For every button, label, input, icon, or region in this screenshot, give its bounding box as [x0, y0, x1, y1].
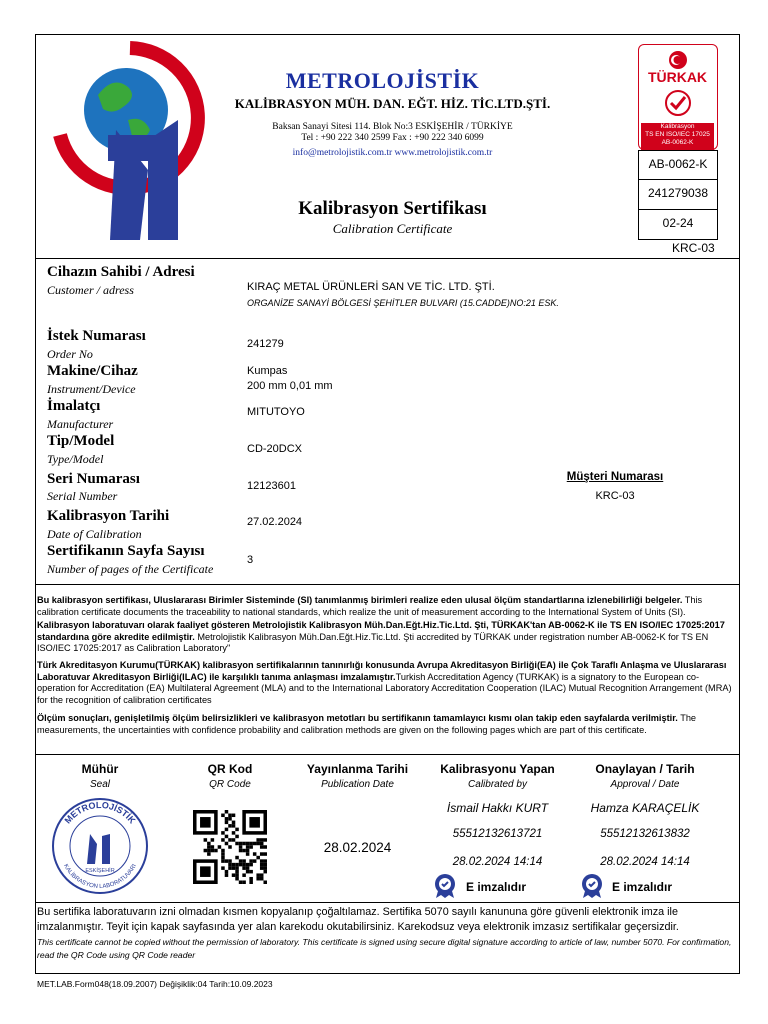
qr-module — [235, 870, 239, 874]
customer-label-en: Customer / adress — [47, 283, 134, 297]
qr-module — [246, 870, 250, 874]
notice-turkish: Bu sertifika laboratuvarın izni olmadan kısmen kopyalanıp çoğaltılamaz. Sertifika 5070 sayılı kanununa göre güvenli elektronik imza ile imzalanmıştır. Teyit için kapak sayfasında yer alan karekodu okutabilirsiniz. Karekodsuz veya elektronik imzasız sertifikalar geçersizdir. — [37, 906, 679, 933]
qr-heading: QR Kod — [207, 762, 253, 776]
qr-module — [260, 873, 264, 877]
qr-module — [211, 838, 215, 842]
turkak-line1: Kalibrasyon — [660, 123, 695, 130]
qr-module — [253, 859, 257, 863]
qr-module — [239, 859, 243, 863]
recognition-text: Turkish Accreditation Agency (TURKAK) is a signatory to the European co-operation for Accreditation (EA) Multilateral Agreement (MLA) and to the International Laboratory Accreditation Cooperation (ILAC) Mutual Recognition Arrangement (MRA) for the recognition of calibration certificates — [37, 671, 732, 705]
traceability-text: This calibration certificate documents the traceability to national standards, which realize the unit of measurement according to the International System of Units (SI). — [37, 595, 703, 617]
qr-module — [232, 821, 236, 825]
order-label-en: Order No — [47, 347, 93, 361]
instrument-label: Makine/Cihaz — [47, 363, 138, 379]
qr-module — [235, 835, 239, 839]
qr-module — [263, 838, 267, 842]
qr-module — [218, 845, 222, 849]
qr-module — [228, 866, 232, 870]
results-bold: Ölçüm sonuçları, genişletilmiş ölçüm belirsizlikleri ve kalibrasyon metotları bu sertifikanın tamamlayıcı kısmı olan takip eden sayfalarda verilmiştir. — [37, 713, 678, 723]
qr-module — [200, 866, 211, 877]
company-address: Baksan Sanayi Sitesi 114. Blok No:3 ESKİŞEHİR / TÜRKİYE — [272, 122, 513, 132]
qr-module — [249, 845, 253, 849]
qr-module — [225, 810, 229, 814]
publication-subheading: Publication Date — [321, 779, 394, 790]
divider — [35, 902, 740, 903]
notice-english: This certificate cannot be copied without the permission of laboratory. This certificate is signed using secure digital signature according to article of law, number 5070. For confirmation, read the QR Code using QR Code reader — [37, 937, 732, 960]
qr-module — [242, 866, 246, 870]
qr-module — [260, 866, 264, 870]
qr-module — [228, 814, 232, 818]
turkak-line3: AB-0062-K — [661, 139, 694, 146]
qr-module — [204, 849, 208, 853]
qr-module — [249, 817, 260, 828]
pages-label: Sertifikanın Sayfa Sayısı — [47, 543, 205, 559]
qr-module — [260, 838, 264, 842]
certificate-title-en: Calibration Certificate — [332, 221, 453, 236]
qr-module — [228, 845, 232, 849]
qr-module — [211, 849, 215, 853]
qr-module — [260, 877, 264, 881]
qr-module — [225, 835, 229, 839]
qr-module — [249, 863, 253, 867]
company-phone: Tel : +90 222 340 2599 Fax : +90 222 340 6099 — [301, 133, 484, 143]
qr-module — [253, 852, 257, 856]
qr-module — [260, 863, 264, 867]
seal-middle-text: ESKİŞEHİR — [85, 868, 115, 874]
accreditation-bold: Kalibrasyon laboratuvarı olarak faaliyet gösteren Metrolojistik Kalibrasyon Müh.Dan.Eğt.Hiz.Tic.Ltd. Şti, TÜRKAK'tan AB-0062-K ile TS EN ISO/IEC 17025:2017 standardına göre akredite edilmiştir. — [37, 620, 725, 642]
qr-module — [263, 852, 267, 856]
qr-module — [204, 838, 208, 842]
qr-module — [256, 856, 260, 860]
order-value: 241279 — [247, 338, 284, 350]
qr-module — [221, 866, 225, 870]
turkak-label — [641, 123, 714, 151]
manufacturer-value: MITUTOYO — [247, 406, 305, 418]
qr-module — [232, 873, 236, 877]
qr-module — [228, 863, 232, 867]
qr-module — [221, 852, 225, 856]
type-value: CD-20DCX — [247, 443, 303, 455]
qr-module — [246, 842, 250, 846]
order-label: İstek Numarası — [47, 328, 146, 344]
customer-label: Cihazın Sahibi / Adresi — [47, 264, 195, 280]
serial-label-en: Serial Number — [47, 489, 118, 503]
qr-module — [246, 863, 250, 867]
seal-top-text: METROLOJİSTİK — [62, 799, 138, 826]
qr-module — [249, 859, 253, 863]
form-code: KRC-03 — [672, 241, 715, 255]
qr-module — [221, 856, 225, 860]
seal-bottom-text: KALİBRASYON LABORATUVARI — [62, 863, 138, 891]
calibrator-name: İsmail Hakkı KURT — [446, 801, 549, 815]
qr-module — [228, 817, 232, 821]
qr-module — [256, 838, 260, 842]
manufacturer-label-en: Manufacturer — [47, 417, 114, 431]
customer-address: ORGANİZE SANAYİ BÖLGESİ ŞEHİTLER BULVARI (15.CADDE)NO:21 ESK. — [247, 298, 559, 308]
accreditation-paragraph — [37, 620, 737, 655]
qr-module — [225, 828, 229, 832]
qr-module — [239, 863, 243, 867]
qr-module — [225, 842, 229, 846]
qr-module — [232, 814, 236, 818]
calibrated-by-heading: Kalibrasyonu Yapan — [440, 762, 555, 776]
qr-module — [225, 817, 229, 821]
accreditation-text: Metrolojistik Kalibrasyon Müh.Dan.Eğt.Hiz.Tic.Ltd. Şti accredited by TÜRKAK under registration number AB-0062-K for TS EN ISO/IEC 17025:2017 as Calibration Laboratory" — [37, 631, 709, 654]
qr-module — [207, 842, 211, 846]
qr-module — [207, 845, 211, 849]
traceability-paragraph — [37, 595, 737, 618]
qr-subheading: QR Code — [209, 779, 251, 790]
turkak-brand: TÜRKAK — [647, 69, 708, 85]
qr-module — [246, 845, 250, 849]
qr-module — [200, 817, 211, 828]
qr-module — [235, 856, 239, 860]
qr-module — [263, 859, 267, 863]
seal-heading: Mühür — [81, 762, 119, 776]
qr-module — [246, 849, 250, 853]
approval-heading: Onaylayan / Tarih — [595, 762, 695, 776]
date-label: Kalibrasyon Tarihi — [47, 508, 170, 524]
manufacturer-label: İmalatçı — [47, 398, 101, 414]
publication-heading: Yayınlanma Tarihi — [306, 762, 409, 776]
qr-module — [221, 859, 225, 863]
qr-module — [228, 859, 232, 863]
type-label-en: Type/Model — [47, 452, 104, 466]
form-reference: MET.LAB.Form048(18.09.2007) Değişiklik:04 Tarih:10.09.2023 — [37, 979, 273, 989]
qr-module — [239, 849, 243, 853]
customer-number-label: Müşteri Numarası — [566, 471, 664, 483]
qr-module — [242, 873, 246, 877]
qr-module — [263, 880, 267, 884]
traceability-bold: Bu kalibrasyon sertifikası, Uluslararası Birimler Sisteminde (SI) tanımlanmış birimleri realize eden ulusal ölçüm standartlarına izlenebilirliği belgeler. — [37, 595, 683, 605]
date-label-en: Date of Calibration — [47, 527, 142, 541]
qr-module — [249, 877, 253, 881]
brand-name: METROLOJİSTİK — [285, 68, 480, 93]
recognition-paragraph — [37, 660, 737, 706]
certificate-number: 241279038 — [638, 180, 718, 210]
qr-module — [225, 873, 229, 877]
qr-module — [239, 845, 243, 849]
calibrator-esign-label: E imzalıdır — [466, 880, 527, 894]
qr-module — [232, 831, 236, 835]
e-signature-badge-icon — [433, 873, 457, 899]
qr-module — [239, 842, 243, 846]
company-seal-stamp — [50, 796, 150, 896]
qr-module — [221, 849, 225, 853]
qr-module — [211, 845, 215, 849]
results-text: The measurements, the uncertainties with confidence probability and calibration methods are given on the following pages which are part of this certificate. — [37, 713, 697, 735]
turkish-flag-icon — [665, 50, 691, 70]
qr-module — [263, 870, 267, 874]
approver-esign-label: E imzalıdır — [612, 880, 673, 894]
qr-module — [263, 863, 267, 867]
qr-module — [221, 814, 225, 818]
qr-module — [228, 824, 232, 828]
qr-code-icon — [193, 810, 267, 884]
qr-module — [235, 866, 239, 870]
qr-module — [260, 842, 264, 846]
checkmark-icon — [664, 89, 692, 117]
qr-module — [256, 842, 260, 846]
type-label: Tip/Model — [47, 433, 115, 449]
qr-module — [260, 845, 264, 849]
certificate-title: Kalibrasyon Sertifikası — [298, 198, 487, 219]
turkak-badge — [638, 44, 718, 150]
qr-module — [263, 866, 267, 870]
customer-name: KIRAÇ METAL ÜRÜNLERİ SAN VE TİC. LTD. ŞTİ. — [247, 281, 495, 293]
qr-module — [246, 866, 250, 870]
svg-text:METROLOJİSTİK — [63, 800, 138, 826]
qr-module — [242, 880, 246, 884]
qr-module — [242, 863, 246, 867]
date-code: 02-24 — [638, 210, 718, 240]
qr-module — [228, 838, 232, 842]
calibration-date: 27.02.2024 — [247, 516, 303, 528]
metrolojistik-logo — [38, 40, 228, 245]
publication-date: 28.02.2024 — [323, 840, 392, 855]
pages-label-en: Number of pages of the Certificate — [47, 562, 214, 576]
qr-module — [242, 849, 246, 853]
serial-label: Seri Numarası — [47, 471, 140, 487]
instrument-label-en: Instrument/Device — [47, 382, 136, 396]
seal-subheading: Seal — [89, 779, 110, 790]
qr-module — [235, 842, 239, 846]
qr-module — [256, 873, 260, 877]
divider — [35, 584, 740, 585]
calibrator-id: 55512132613721 — [452, 828, 543, 840]
accreditation-number: AB-0062-K — [638, 150, 718, 180]
qr-module — [242, 842, 246, 846]
approval-sign-date: 28.02.2024 14:14 — [600, 856, 690, 868]
qr-module — [256, 877, 260, 881]
divider — [35, 258, 740, 259]
divider — [35, 754, 740, 755]
recognition-bold: Türk Akreditasyon Kurumu(TÜRKAK) kalibrasyon sertifikalarının tanınırlığı konusunda Avrupa Akreditasyon Birliği(EA) ile Çok Taraflı Anlaşma ve Uluslararası Laboratuvar Akreditasyon Birliği(ILAC) ile karşılıklı tanıma anlaşması imzalamıştır. — [37, 660, 727, 682]
qr-module — [249, 880, 253, 884]
results-paragraph — [37, 713, 737, 736]
qr-module — [225, 870, 229, 874]
qr-module — [225, 859, 229, 863]
instrument-value: Kumpas — [247, 365, 288, 377]
qr-module — [232, 863, 236, 867]
qr-module — [235, 877, 239, 881]
qr-module — [246, 852, 250, 856]
qr-module — [260, 859, 264, 863]
e-signature-badge-icon — [580, 873, 604, 899]
qr-module — [260, 852, 264, 856]
qr-module — [232, 866, 236, 870]
qr-module — [232, 824, 236, 828]
qr-module — [249, 870, 253, 874]
calibration-sign-date: 28.02.2024 14:14 — [452, 856, 543, 868]
qr-module — [221, 838, 225, 842]
qr-module — [242, 859, 246, 863]
qr-module — [235, 863, 239, 867]
company-web-link[interactable]: info@metrolojistik.com.tr www.metrolojistik.com.tr — [292, 148, 493, 158]
customer-number-value: KRC-03 — [595, 490, 635, 502]
qr-code[interactable] — [193, 810, 267, 884]
qr-module — [225, 821, 229, 825]
qr-module — [235, 873, 239, 877]
qr-module — [214, 849, 218, 853]
qr-module — [221, 831, 225, 835]
approver-id: 55512132613832 — [600, 828, 690, 840]
pages-value: 3 — [247, 554, 254, 566]
qr-module — [249, 842, 253, 846]
instrument-size: 200 mm 0,01 mm — [247, 380, 333, 392]
qr-module — [207, 849, 211, 853]
company-name: KALİBRASYON MÜH. DAN. EĞT. HİZ. TİC.LTD.ŞTİ. — [234, 96, 551, 111]
serial-value: 12123601 — [247, 480, 296, 492]
qr-module — [239, 880, 243, 884]
qr-module — [207, 852, 211, 856]
qr-module — [232, 838, 236, 842]
qr-module — [253, 842, 257, 846]
approval-subheading: Approval / Date — [610, 779, 680, 790]
qr-module — [235, 828, 239, 832]
turkak-line2: TS EN ISO/IEC 17025 — [645, 131, 710, 138]
calibrated-by-subheading: Calibrated by — [468, 779, 527, 790]
qr-module — [263, 845, 267, 849]
approver-name: Hamza KARAÇELİK — [590, 801, 700, 815]
